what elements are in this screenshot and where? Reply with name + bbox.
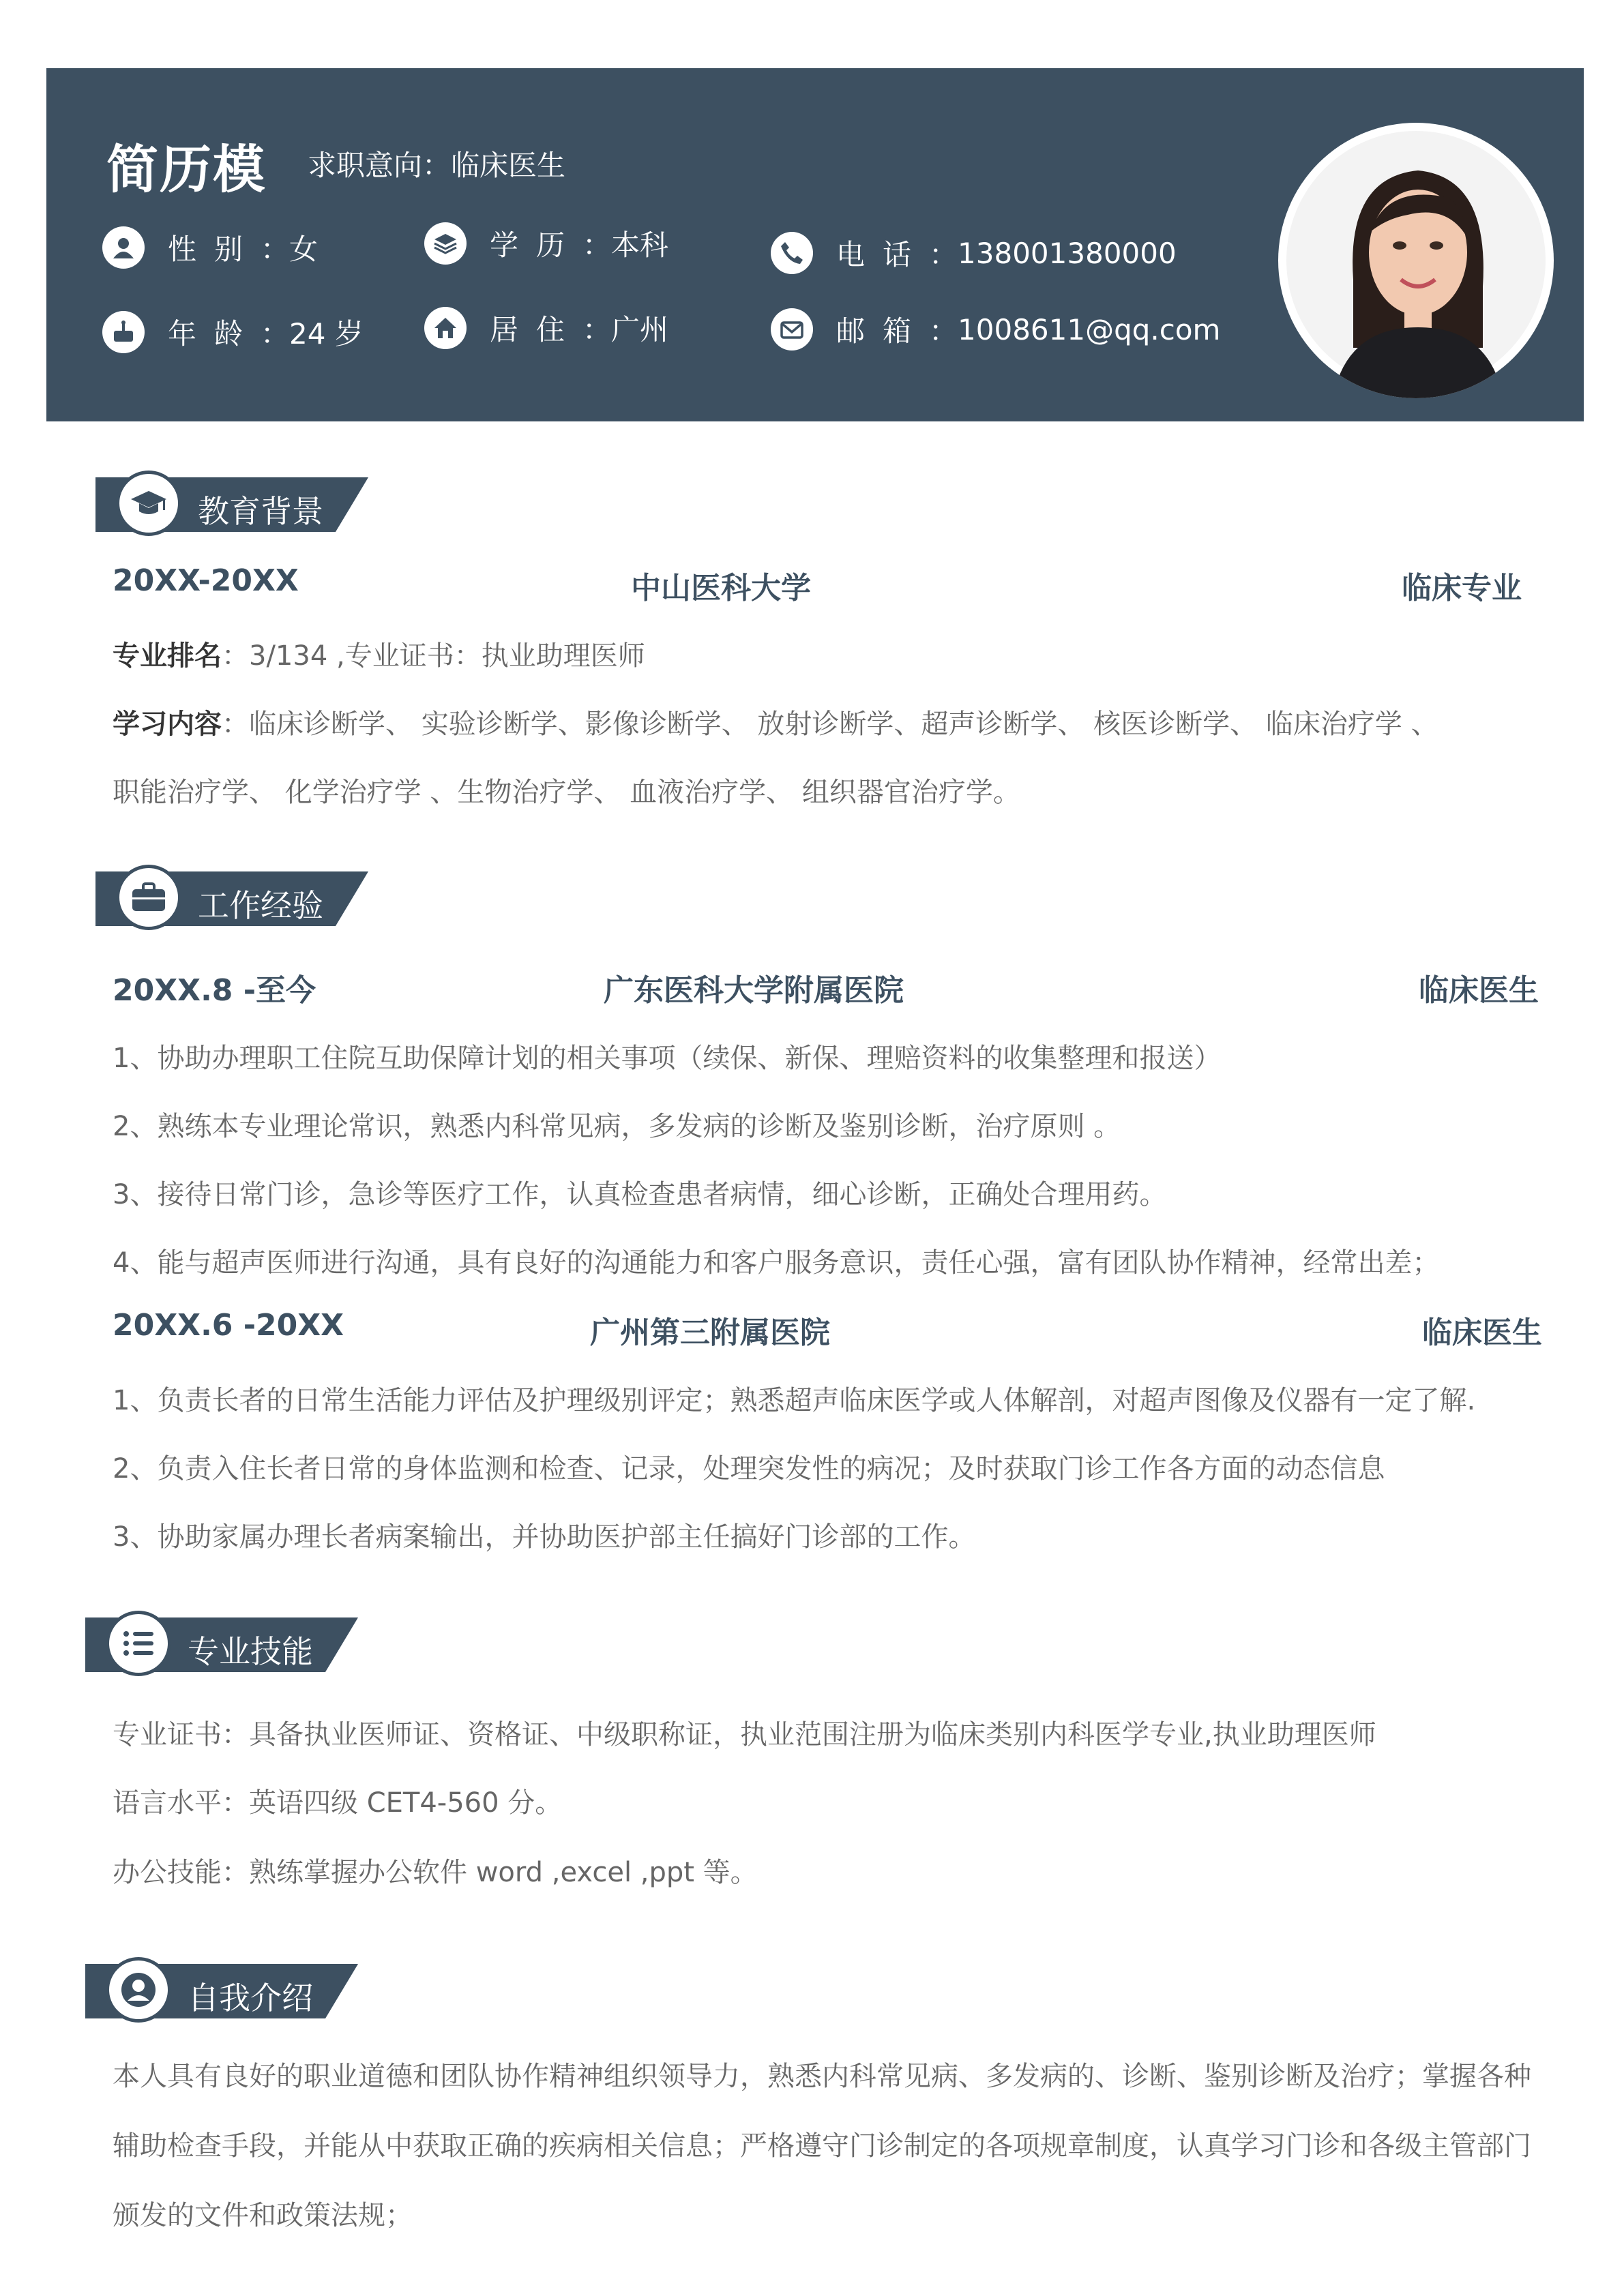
layers-icon [424, 222, 467, 265]
portrait-photo [1278, 123, 1554, 398]
job-1-period: 20XX.8 -至今 [113, 973, 316, 1008]
edu-rank-value: ：3/134 ,专业证书：执业助理医师 [222, 640, 645, 672]
job-1-org: 广东医科大学附属医院 [604, 973, 904, 1008]
email-value: 1008611@qq.com [958, 312, 1221, 346]
graduation-cap-icon [116, 471, 181, 536]
edu-rank [113, 634, 645, 673]
briefcase-icon [116, 865, 181, 930]
job-1-item-1: 1、协助办理职工住院互助保障计划的相关事项（续保、新保、理赔资料的收集整理和报送） [113, 1043, 1222, 1074]
job-1-item-3: 3、接待日常门诊，急诊等医疗工作，认真检查患者病情，细心诊断，正确处合理用药。 [113, 1179, 1167, 1210]
email-label: 邮箱 [836, 314, 930, 348]
user-circle-icon [106, 1957, 171, 2023]
phone-icon [771, 232, 813, 274]
mail-icon [771, 308, 813, 351]
skill-item-1: 专业证书：具备执业医师证、资格证、中级职称证，执业范围注册为临床类别内科医学专业,执业助理医师 [113, 1719, 1376, 1750]
edu-content-line2: 职能治疗学、 化学治疗学 、生物治疗学、 血液治疗学、 组织器官治疗学。 [113, 777, 1020, 808]
age-label: 年龄 [168, 317, 261, 351]
job-2-period: 20XX.6 -20XX [113, 1308, 344, 1343]
age-value: 24 岁 [289, 317, 364, 351]
section-title: 工作经验 [198, 887, 323, 924]
cake-icon [102, 311, 145, 353]
job-1-item-2: 2、熟练本专业理论常识，熟悉内科常见病，多发病的诊断及鉴别诊断，治疗原则 。 [113, 1111, 1121, 1142]
about-text: 本人具有良好的职业道德和团队协作精神组织领导力，熟悉内科常见病、多发病的、诊断、鉴别诊断及治疗；掌握各种辅助检查手段，并能从中获取正确的疾病相关信息；严格遵守门诊制定的各项规章制度，认真学习门诊和各级主管部门颁发的文件和政策法规； [113, 2061, 1531, 2231]
job-2-role: 临床医生 [1422, 1315, 1542, 1350]
gender-value: 女 [289, 233, 319, 266]
skill-item-3: 办公技能：熟练掌握办公软件 word ,excel ,ppt 等。 [113, 1857, 758, 1888]
job-1-item-4: 4、能与超声医师进行沟通，具有良好的沟通能力和客户服务意识，责任心强，富有团队协作精神，经常出差； [113, 1247, 1440, 1279]
edu-period: 20XX-20XX [113, 563, 299, 598]
list-icon [106, 1611, 171, 1676]
residence-label: 居住 [490, 313, 583, 346]
header-banner [46, 68, 1584, 421]
education-value: 本科 [611, 228, 669, 262]
gender-label: 性别 [168, 233, 261, 266]
info-email: 邮箱 ： 1008611@qq.com [771, 308, 1220, 351]
info-gender: 性别 ： 女 [102, 226, 318, 269]
job-2-item-3: 3、协助家属办理长者病案输出，并协助医护部主任搞好门诊部的工作。 [113, 1521, 976, 1553]
job-2-org: 广州第三附属医院 [590, 1315, 830, 1350]
user-icon [102, 226, 145, 269]
phone-value: 138001380000 [958, 236, 1177, 270]
candidate-name: 简历模 [106, 139, 266, 200]
education-label: 学历 [490, 228, 583, 262]
phone-label: 电话 [836, 238, 930, 271]
info-age: 年龄 ： 24 岁 [102, 311, 364, 353]
section-title: 自我介绍 [188, 1980, 313, 2016]
section-title: 教育背景 [198, 493, 323, 530]
info-education: 学历 ： 本科 [424, 222, 668, 265]
edu-school: 中山医科大学 [631, 571, 811, 606]
home-icon [424, 307, 467, 349]
info-residence: 居住 ： 广州 [424, 307, 668, 349]
job-target: 求职意向：临床医生 [308, 149, 566, 182]
edu-content [113, 702, 1438, 741]
section-title: 专业技能 [188, 1633, 313, 1670]
edu-content-line1: ：临床诊断学、 实验诊断学、影像诊断学、 放射诊断学、超声诊断学、 核医诊断学、 临床治疗学 、 [222, 709, 1438, 740]
edu-rank-label: 专业排名 [113, 640, 222, 672]
edu-major: 临床专业 [1402, 571, 1522, 606]
job-2-item-1: 1、负责长者的日常生活能力评估及护理级别评定；熟悉超声临床医学或人体解剖，对超声图像及仪器有一定了解. [113, 1385, 1476, 1416]
info-phone: 电话 ： 138001380000 [771, 232, 1177, 274]
edu-content-label: 学习内容 [113, 709, 222, 740]
residence-value: 广州 [611, 313, 669, 346]
skill-item-2: 语言水平：英语四级 CET4-560 分。 [113, 1787, 563, 1819]
job-2-item-2: 2、负责入住长者日常的身体监测和检查、记录，处理突发性的病况；及时获取门诊工作各方面的动态信息 [113, 1453, 1385, 1485]
job-1-role: 临床医生 [1419, 973, 1539, 1008]
